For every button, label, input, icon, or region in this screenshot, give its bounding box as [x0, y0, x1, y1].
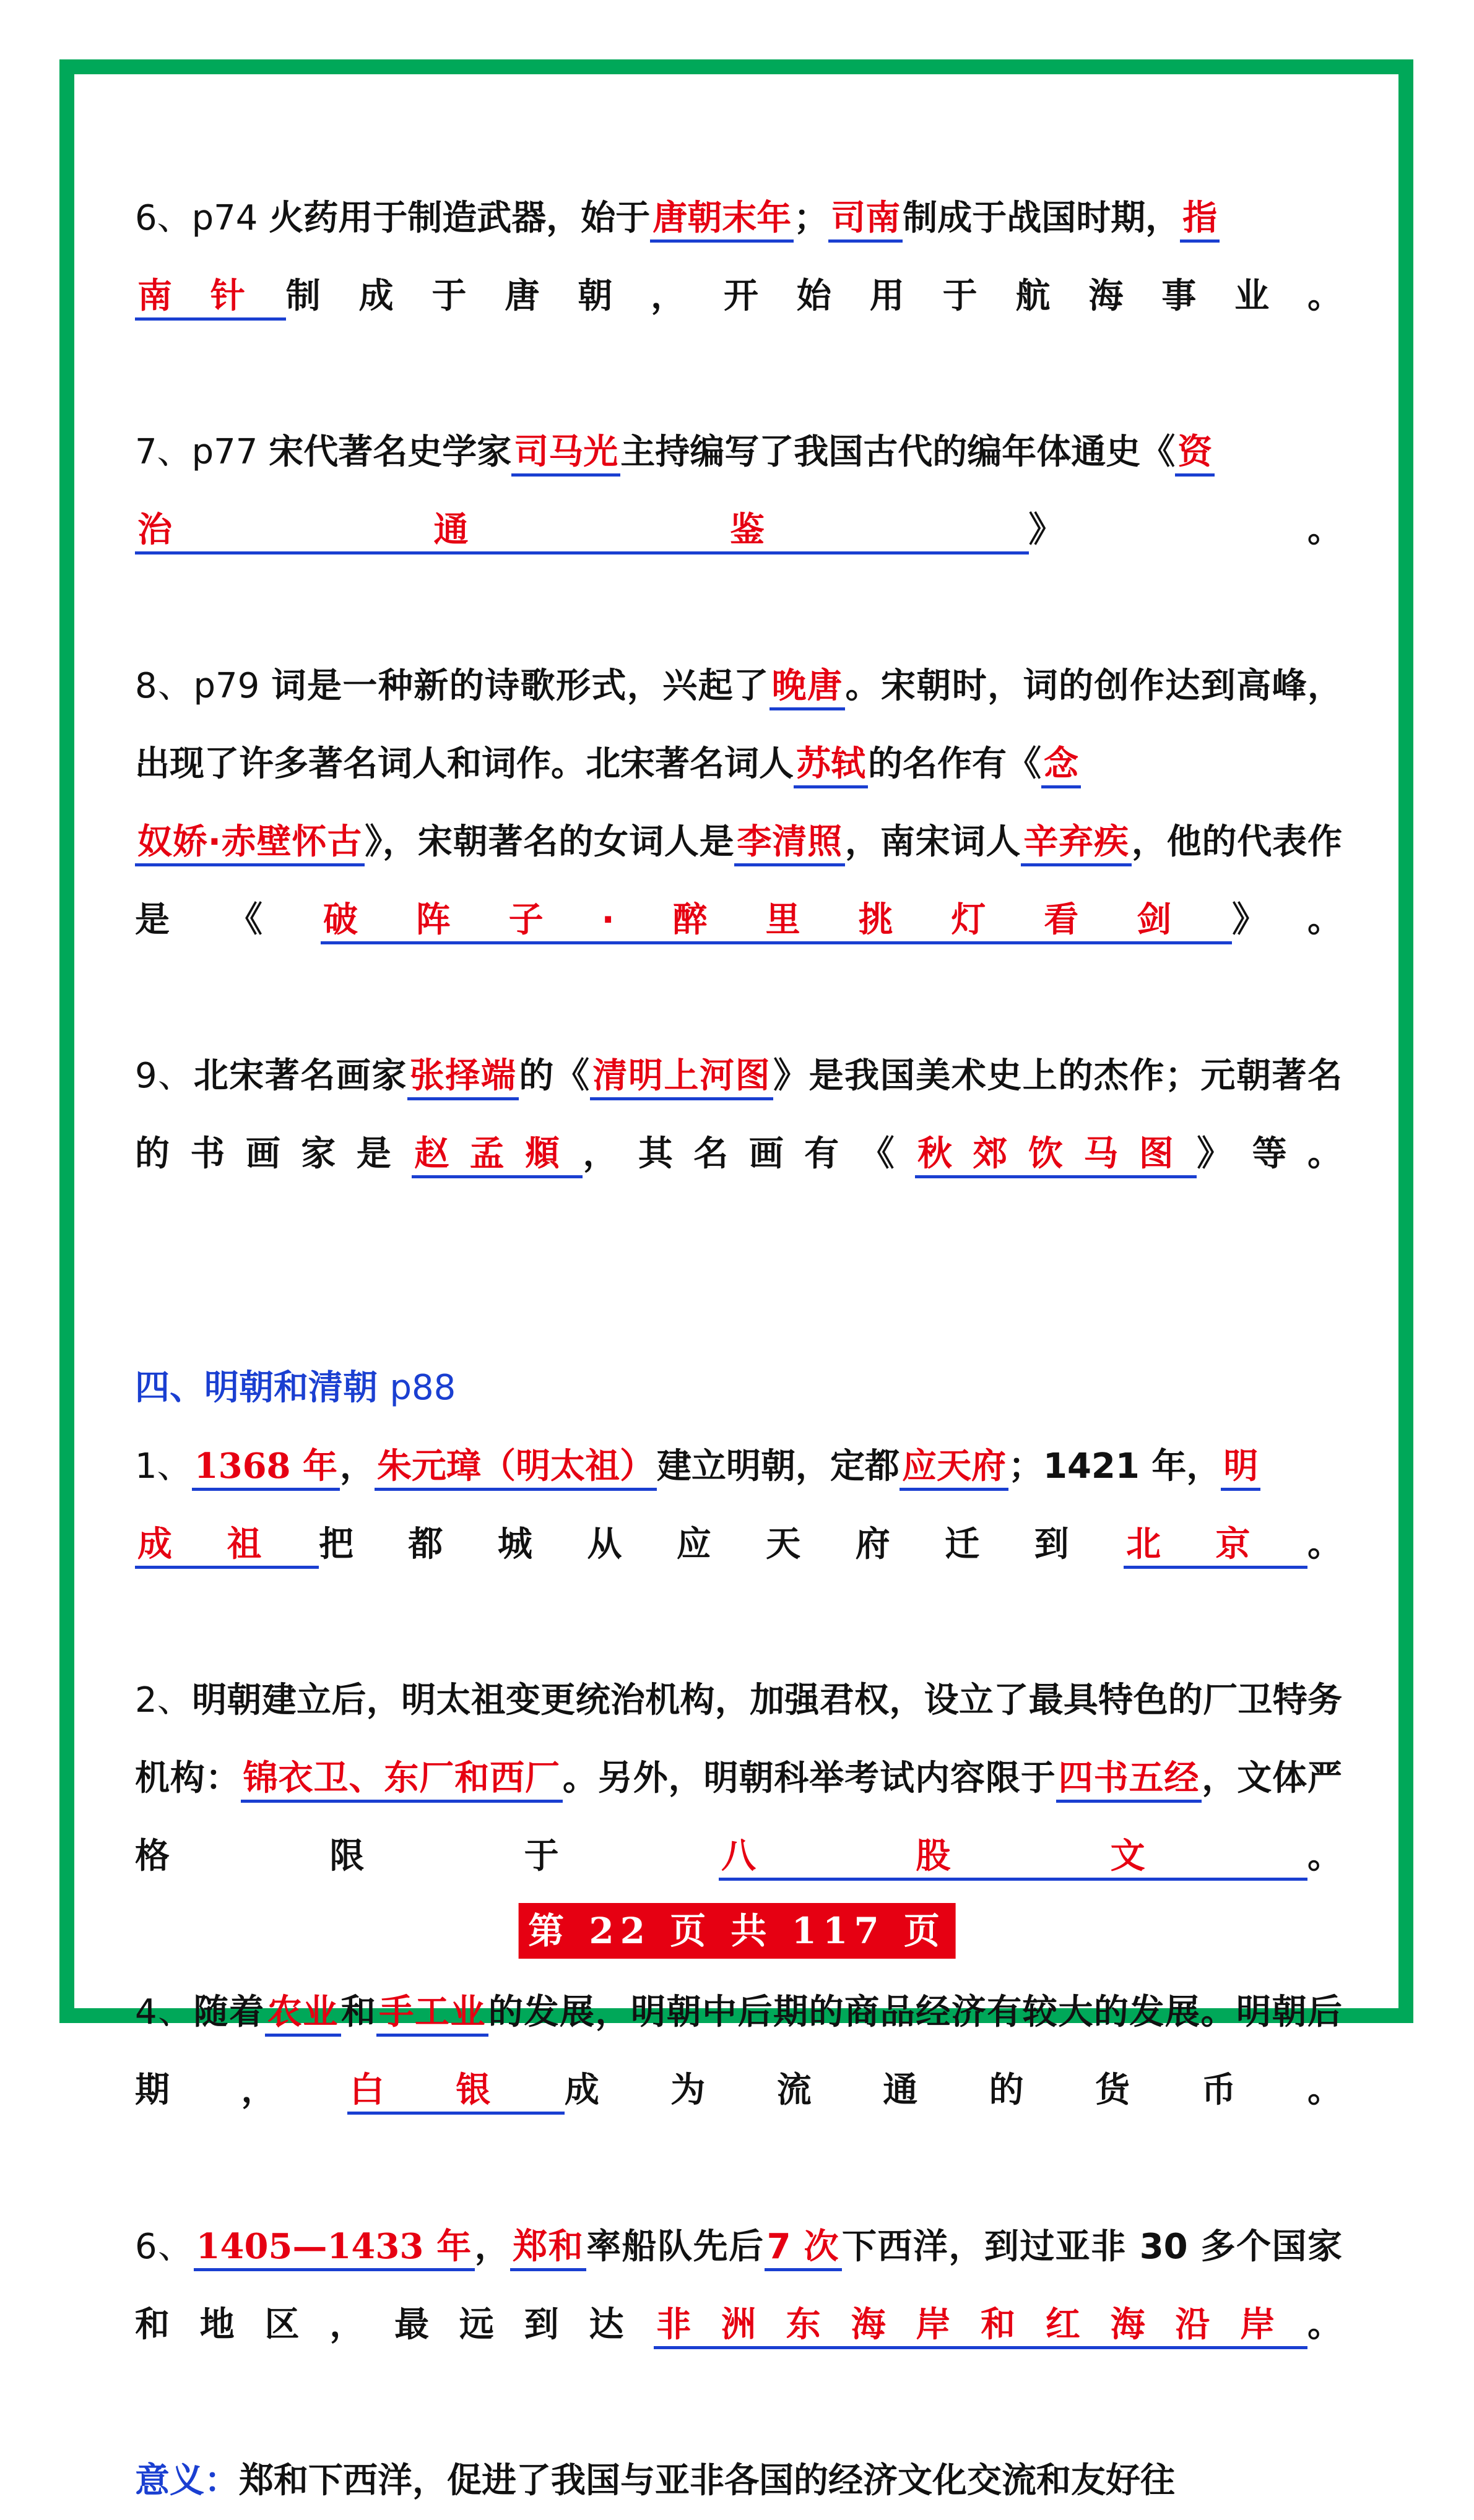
keyword: 资	[1175, 432, 1215, 477]
keyword: 李清照	[734, 822, 845, 866]
text: 词是一种新的诗歌形式，兴起了	[271, 666, 770, 706]
text: ；	[794, 198, 829, 238]
document-body	[135, 179, 1342, 2520]
keyword: 1368 年	[192, 1446, 340, 1491]
text: 制成于战国时期，	[903, 198, 1181, 238]
item-number: 6、p74	[135, 198, 269, 238]
text: ，他的代表作是《	[135, 822, 1343, 940]
list-item	[135, 1427, 1342, 1662]
text: 郑和下西洋，促进了我国与亚非各国的经济文化交流和友好往	[239, 2461, 1175, 2501]
text: 把都城从应天府迁到	[318, 1524, 1124, 1564]
text: 》。	[1028, 510, 1342, 550]
text: 火药用于制造武器，始于	[269, 198, 651, 238]
text: 和	[340, 1992, 377, 2032]
keyword: 明	[1221, 1446, 1260, 1491]
item-number: 2、	[135, 1680, 193, 1720]
keyword: 八股文	[719, 1836, 1307, 1881]
text: 。宋朝时，词的创作达到高峰，出现了许多著名词人和词作。北宋著名词人	[135, 666, 1343, 784]
meaning-paragraph	[135, 2442, 1342, 2520]
text: 率船队先后	[586, 2227, 765, 2267]
heading-page-ref: p88	[389, 1368, 456, 1408]
keyword: 苏轼	[794, 744, 868, 788]
item-number: 6、	[135, 2227, 194, 2267]
text: 的名作有《	[868, 744, 1041, 784]
keyword: 锦衣卫、东厂和西厂	[241, 1758, 563, 1803]
keyword: 念	[1041, 744, 1081, 788]
text: ，	[474, 2227, 511, 2267]
list-item	[135, 1037, 1342, 1271]
text: 北宋著名画家	[193, 1056, 407, 1096]
text: 建立明朝，定都	[657, 1446, 900, 1487]
item-number: 1、	[135, 1446, 192, 1487]
text: 主持编写了我国古代的编年体通史《	[620, 432, 1176, 472]
text: 明朝建立后，明太祖变更统治机构，加强君权，设立了最具特色的厂卫特务机构：	[135, 1680, 1342, 1798]
text: 。	[1307, 1524, 1343, 1564]
keyword: 郑和	[510, 2227, 586, 2271]
keyword: 清明上河图	[590, 1056, 773, 1100]
text: 下西洋，到过亚非 30 多个国家和地区，最远到达	[135, 2227, 1343, 2345]
keyword: 奴娇·赤壁怀古	[135, 822, 365, 866]
item-number: 4、	[135, 1992, 194, 2032]
text: ，南宋词人	[845, 822, 1021, 862]
text: 成为流通的货币。	[564, 2070, 1343, 2110]
list-item	[135, 413, 1342, 647]
list-item	[135, 647, 1342, 1037]
text: ，其名画有《	[583, 1134, 916, 1174]
keyword: 手工业	[376, 1992, 488, 2037]
section-heading	[135, 1349, 1342, 1427]
keyword: 治通鉴	[135, 510, 1029, 554]
section-spacer	[135, 1271, 1342, 1349]
keyword: 四书五经	[1056, 1758, 1202, 1803]
list-item	[135, 2207, 1342, 2442]
text: 。	[1307, 2305, 1343, 2345]
text: 的《	[519, 1056, 591, 1096]
text: ，文体严格限于	[135, 1758, 1343, 1876]
text: 》。	[1232, 900, 1343, 940]
keyword: 张择端	[407, 1056, 519, 1100]
text: 随着	[193, 1992, 265, 2032]
text: ，	[340, 1446, 375, 1487]
keyword: 7 次	[765, 2227, 842, 2271]
keyword: 司马光	[511, 432, 620, 477]
text: 》等。	[1197, 1134, 1343, 1174]
keyword: 破阵子·醉里挑灯看剑	[321, 900, 1232, 944]
heading-text: 四、明朝和清朝	[135, 1368, 390, 1408]
keyword: 秋郊饮马图	[915, 1134, 1197, 1178]
text: 。	[1307, 1836, 1342, 1876]
keyword: 非洲东海岸和红海沿岸	[654, 2305, 1307, 2349]
keyword: 北京	[1124, 1524, 1307, 1569]
keyword: 朱元璋（明太祖）	[375, 1446, 657, 1491]
keyword: 司南	[828, 198, 903, 243]
text: 》，宋朝著名的女词人是	[365, 822, 735, 862]
keyword: 1405—1433 年	[194, 2226, 475, 2271]
text: 宋代著名史学家	[269, 432, 512, 472]
item-number: 9、	[135, 1056, 194, 1096]
text: ；1421 年，	[1008, 1446, 1221, 1487]
keyword: 晚唐	[770, 666, 846, 710]
keyword: 南针	[135, 276, 286, 321]
keyword: 白银	[347, 2070, 565, 2115]
keyword: 指	[1180, 198, 1220, 243]
keyword: 农业	[265, 1992, 341, 2037]
text: 》是我国美术史上的杰作；元朝著名的书画家是	[135, 1056, 1343, 1174]
keyword: 赵孟頫	[412, 1134, 583, 1178]
text: 。另外，明朝科举考试内容限于	[562, 1758, 1056, 1798]
text: 的发展，明朝中后期的商品经济有较大的发展。明朝后期，	[135, 1992, 1343, 2110]
list-item	[135, 179, 1342, 413]
page-number-badge: 第 22 页 共 117 页	[518, 1903, 956, 1959]
keyword: 成祖	[135, 1524, 319, 1569]
text: 制成于唐朝，开始用于航海事业。	[285, 276, 1342, 316]
item-number: 7、p77	[135, 432, 269, 472]
keyword: 应天府	[900, 1446, 1008, 1491]
meaning-label: 意义：	[135, 2461, 239, 2501]
keyword: 辛弃疾	[1021, 822, 1132, 866]
item-number: 8、p79	[135, 666, 272, 706]
list-item	[135, 1974, 1342, 2207]
keyword: 唐朝末年	[650, 198, 794, 243]
